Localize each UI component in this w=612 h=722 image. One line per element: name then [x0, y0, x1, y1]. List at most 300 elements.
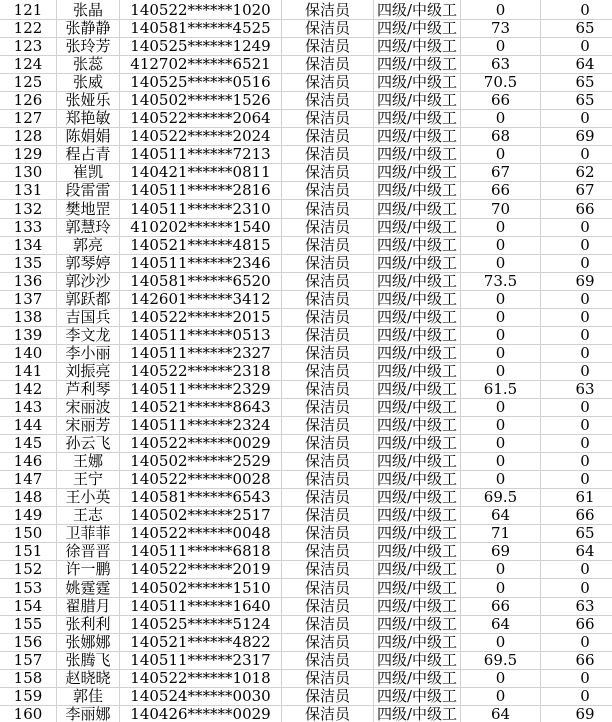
cell-row-number[interactable]: 157 — [0, 650, 57, 670]
cell-score-2[interactable]: 61 — [541, 487, 612, 507]
cell-name[interactable]: 王宁 — [57, 469, 120, 489]
cell-level[interactable]: 四级/中级工 — [374, 614, 461, 634]
cell-id-number[interactable]: 140421******0811 — [120, 162, 282, 182]
cell-score-1[interactable]: 0 — [461, 632, 541, 652]
cell-id-number[interactable]: 140511******1640 — [120, 596, 282, 616]
cell-score-1[interactable]: 73.5 — [461, 271, 541, 291]
cell-score-2[interactable]: 66 — [541, 199, 612, 219]
cell-row-number[interactable]: 131 — [0, 180, 57, 200]
cell-level[interactable]: 四级/中级工 — [374, 505, 461, 525]
cell-position[interactable]: 保洁员 — [282, 361, 374, 381]
cell-name[interactable]: 吉国兵 — [57, 307, 120, 327]
cell-row-number[interactable]: 137 — [0, 289, 57, 309]
cell-name[interactable]: 张娜娜 — [57, 632, 120, 652]
cell-row-number[interactable]: 142 — [0, 379, 57, 399]
cell-score-2[interactable]: 0 — [541, 253, 612, 273]
cell-level[interactable]: 四级/中级工 — [374, 596, 461, 616]
cell-score-1[interactable]: 64 — [461, 505, 541, 525]
cell-score-1[interactable]: 71 — [461, 523, 541, 543]
cell-id-number[interactable]: 140511******0513 — [120, 325, 282, 345]
cell-position[interactable]: 保洁员 — [282, 126, 374, 146]
cell-level[interactable]: 四级/中级工 — [374, 379, 461, 399]
cell-row-number[interactable]: 150 — [0, 523, 57, 543]
cell-row-number[interactable]: 156 — [0, 632, 57, 652]
cell-score-1[interactable]: 0 — [461, 253, 541, 273]
table-row — [0, 0, 612, 18]
cell-row-number[interactable]: 127 — [0, 108, 57, 128]
cell-position[interactable]: 保洁员 — [282, 162, 374, 182]
cell-position[interactable]: 保洁员 — [282, 668, 374, 688]
cell-row-number[interactable]: 138 — [0, 307, 57, 327]
cell-level[interactable]: 四级/中级工 — [374, 307, 461, 327]
cell-name[interactable]: 张娅乐 — [57, 90, 120, 110]
cell-position[interactable]: 保洁员 — [282, 614, 374, 634]
cell-row-number[interactable]: 159 — [0, 686, 57, 706]
cell-level[interactable]: 四级/中级工 — [374, 0, 461, 20]
cell-id-number[interactable]: 140502******1510 — [120, 578, 282, 598]
cell-position[interactable]: 保洁员 — [282, 415, 374, 435]
cell-name[interactable]: 张利利 — [57, 614, 120, 634]
cell-row-number[interactable]: 133 — [0, 217, 57, 237]
cell-score-2[interactable]: 0 — [541, 433, 612, 453]
table-row — [0, 505, 612, 523]
cell-row-number[interactable]: 124 — [0, 54, 57, 74]
cell-score-2[interactable]: 0 — [541, 668, 612, 688]
cell-score-1[interactable]: 0 — [461, 108, 541, 128]
cell-id-number[interactable]: 140511******2324 — [120, 415, 282, 435]
cell-row-number[interactable]: 132 — [0, 199, 57, 219]
table-row — [0, 632, 612, 650]
cell-score-2[interactable]: 0 — [541, 361, 612, 381]
cell-level[interactable]: 四级/中级工 — [374, 325, 461, 345]
cell-row-number[interactable]: 146 — [0, 451, 57, 471]
cell-name[interactable]: 翟腊月 — [57, 596, 120, 616]
cell-level[interactable]: 四级/中级工 — [374, 180, 461, 200]
cell-name[interactable]: 崔凯 — [57, 162, 120, 182]
cell-id-number[interactable]: 140521******4822 — [120, 632, 282, 652]
cell-row-number[interactable]: 129 — [0, 144, 57, 164]
cell-score-1[interactable]: 63 — [461, 54, 541, 74]
cell-score-2[interactable]: 0 — [541, 559, 612, 579]
cell-name[interactable]: 宋丽芳 — [57, 415, 120, 435]
cell-id-number[interactable]: 140511******6818 — [120, 541, 282, 561]
cell-position[interactable]: 保洁员 — [282, 686, 374, 706]
cell-row-number[interactable]: 126 — [0, 90, 57, 110]
cell-name[interactable]: 芦利琴 — [57, 379, 120, 399]
cell-position[interactable]: 保洁员 — [282, 704, 374, 722]
cell-level[interactable]: 四级/中级工 — [374, 108, 461, 128]
cell-score-2[interactable]: 0 — [541, 325, 612, 345]
cell-id-number[interactable]: 140525******0516 — [120, 72, 282, 92]
cell-score-1[interactable]: 0 — [461, 451, 541, 471]
cell-score-2[interactable]: 63 — [541, 379, 612, 399]
cell-row-number[interactable]: 134 — [0, 235, 57, 255]
cell-id-number[interactable]: 140522******2015 — [120, 307, 282, 327]
cell-score-2[interactable]: 63 — [541, 596, 612, 616]
cell-score-1[interactable]: 0 — [461, 144, 541, 164]
cell-score-2[interactable]: 65 — [541, 18, 612, 38]
cell-score-1[interactable]: 0 — [461, 433, 541, 453]
cell-name[interactable]: 许一鹏 — [57, 559, 120, 579]
cell-level[interactable]: 四级/中级工 — [374, 235, 461, 255]
cell-name[interactable]: 卫菲菲 — [57, 523, 120, 543]
cell-score-2[interactable]: 0 — [541, 415, 612, 435]
cell-id-number[interactable]: 140502******1526 — [120, 90, 282, 110]
cell-name[interactable]: 郭佳 — [57, 686, 120, 706]
cell-level[interactable]: 四级/中级工 — [374, 126, 461, 146]
cell-level[interactable]: 四级/中级工 — [374, 523, 461, 543]
cell-position[interactable]: 保洁员 — [282, 650, 374, 670]
cell-score-2[interactable]: 0 — [541, 0, 612, 20]
cell-level[interactable]: 四级/中级工 — [374, 469, 461, 489]
cell-score-2[interactable]: 0 — [541, 397, 612, 417]
cell-score-1[interactable]: 0 — [461, 415, 541, 435]
cell-level[interactable]: 四级/中级工 — [374, 451, 461, 471]
cell-score-1[interactable]: 73 — [461, 18, 541, 38]
cell-score-2[interactable]: 0 — [541, 451, 612, 471]
cell-name[interactable]: 李小丽 — [57, 343, 120, 363]
cell-level[interactable]: 四级/中级工 — [374, 541, 461, 561]
cell-position[interactable]: 保洁员 — [282, 505, 374, 525]
cell-row-number[interactable]: 125 — [0, 72, 57, 92]
cell-row-number[interactable]: 158 — [0, 668, 57, 688]
cell-id-number[interactable]: 140511******2816 — [120, 180, 282, 200]
cell-name[interactable]: 段雷雷 — [57, 180, 120, 200]
cell-level[interactable]: 四级/中级工 — [374, 217, 461, 237]
cell-position[interactable]: 保洁员 — [282, 541, 374, 561]
cell-score-1[interactable]: 0 — [461, 343, 541, 363]
cell-position[interactable]: 保洁员 — [282, 469, 374, 489]
cell-score-2[interactable]: 0 — [541, 307, 612, 327]
cell-position[interactable]: 保洁员 — [282, 54, 374, 74]
cell-level[interactable]: 四级/中级工 — [374, 559, 461, 579]
cell-position[interactable]: 保洁员 — [282, 253, 374, 273]
table-row — [0, 578, 612, 596]
cell-level[interactable]: 四级/中级工 — [374, 632, 461, 652]
cell-position[interactable]: 保洁员 — [282, 397, 374, 417]
cell-level[interactable]: 四级/中级工 — [374, 704, 461, 722]
cell-row-number[interactable]: 140 — [0, 343, 57, 363]
cell-id-number[interactable]: 140522******0028 — [120, 469, 282, 489]
cell-position[interactable]: 保洁员 — [282, 578, 374, 598]
cell-name[interactable]: 郭跃都 — [57, 289, 120, 309]
cell-position[interactable]: 保洁员 — [282, 433, 374, 453]
cell-position[interactable]: 保洁员 — [282, 307, 374, 327]
cell-id-number[interactable]: 140522******1020 — [120, 0, 282, 20]
cell-id-number[interactable]: 140522******2064 — [120, 108, 282, 128]
cell-position[interactable]: 保洁员 — [282, 325, 374, 345]
cell-score-1[interactable]: 70.5 — [461, 72, 541, 92]
cell-id-number[interactable]: 140525******1249 — [120, 36, 282, 56]
cell-score-1[interactable]: 0 — [461, 217, 541, 237]
cell-level[interactable]: 四级/中级工 — [374, 18, 461, 38]
cell-name[interactable]: 李文龙 — [57, 325, 120, 345]
cell-position[interactable]: 保洁员 — [282, 235, 374, 255]
cell-row-number[interactable]: 155 — [0, 614, 57, 634]
cell-name[interactable]: 陈娟娟 — [57, 126, 120, 146]
cell-row-number[interactable]: 154 — [0, 596, 57, 616]
cell-score-1[interactable]: 0 — [461, 361, 541, 381]
cell-row-number[interactable]: 121 — [0, 0, 57, 20]
cell-score-1[interactable]: 69.5 — [461, 650, 541, 670]
cell-score-2[interactable]: 0 — [541, 36, 612, 56]
cell-row-number[interactable]: 122 — [0, 18, 57, 38]
table-row — [0, 451, 612, 469]
cell-id-number[interactable]: 142601******3412 — [120, 289, 282, 309]
cell-level[interactable]: 四级/中级工 — [374, 72, 461, 92]
cell-id-number[interactable]: 140511******2327 — [120, 343, 282, 363]
table-row — [0, 596, 612, 614]
table-row — [0, 36, 612, 54]
cell-score-1[interactable]: 67 — [461, 162, 541, 182]
cell-id-number[interactable]: 140426******0029 — [120, 704, 282, 722]
cell-id-number[interactable]: 140524******0030 — [120, 686, 282, 706]
cell-level[interactable]: 四级/中级工 — [374, 289, 461, 309]
table-row — [0, 90, 612, 108]
cell-level[interactable]: 四级/中级工 — [374, 199, 461, 219]
cell-row-number[interactable]: 151 — [0, 541, 57, 561]
cell-score-1[interactable]: 0 — [461, 397, 541, 417]
cell-id-number[interactable]: 140522******0048 — [120, 523, 282, 543]
cell-level[interactable]: 四级/中级工 — [374, 253, 461, 273]
cell-score-1[interactable]: 0 — [461, 686, 541, 706]
cell-score-1[interactable]: 0 — [461, 289, 541, 309]
cell-score-2[interactable]: 69 — [541, 271, 612, 291]
cell-level[interactable]: 四级/中级工 — [374, 415, 461, 435]
cell-position[interactable]: 保洁员 — [282, 271, 374, 291]
cell-name[interactable]: 张玲芳 — [57, 36, 120, 56]
cell-level[interactable]: 四级/中级工 — [374, 144, 461, 164]
cell-score-2[interactable]: 65 — [541, 90, 612, 110]
cell-name[interactable]: 王志 — [57, 505, 120, 525]
cell-score-1[interactable]: 64 — [461, 614, 541, 634]
cell-row-number[interactable]: 135 — [0, 253, 57, 273]
cell-id-number[interactable]: 140511******2329 — [120, 379, 282, 399]
cell-name[interactable]: 张静静 — [57, 18, 120, 38]
cell-name[interactable]: 王娜 — [57, 451, 120, 471]
cell-score-1[interactable]: 70 — [461, 199, 541, 219]
cell-id-number[interactable]: 140511******7213 — [120, 144, 282, 164]
cell-name[interactable]: 孙云飞 — [57, 433, 120, 453]
cell-score-2[interactable]: 0 — [541, 289, 612, 309]
table-row — [0, 469, 612, 487]
cell-name[interactable]: 郑艳敏 — [57, 108, 120, 128]
cell-score-1[interactable]: 61.5 — [461, 379, 541, 399]
cell-row-number[interactable]: 136 — [0, 271, 57, 291]
cell-score-2[interactable]: 0 — [541, 235, 612, 255]
cell-id-number[interactable]: 140511******2346 — [120, 253, 282, 273]
cell-row-number[interactable]: 141 — [0, 361, 57, 381]
cell-name[interactable]: 郭慧玲 — [57, 217, 120, 237]
cell-level[interactable]: 四级/中级工 — [374, 686, 461, 706]
cell-score-2[interactable]: 62 — [541, 162, 612, 182]
cell-name[interactable]: 王小英 — [57, 487, 120, 507]
cell-id-number[interactable]: 140522******2318 — [120, 361, 282, 381]
cell-score-2[interactable]: 0 — [541, 108, 612, 128]
cell-name[interactable]: 姚霆霆 — [57, 578, 120, 598]
cell-level[interactable]: 四级/中级工 — [374, 54, 461, 74]
cell-position[interactable]: 保洁员 — [282, 559, 374, 579]
cell-name[interactable]: 刘振亮 — [57, 361, 120, 381]
cell-row-number[interactable]: 147 — [0, 469, 57, 489]
cell-position[interactable]: 保洁员 — [282, 523, 374, 543]
cell-score-1[interactable]: 0 — [461, 668, 541, 688]
cell-position[interactable]: 保洁员 — [282, 0, 374, 20]
cell-name[interactable]: 张威 — [57, 72, 120, 92]
cell-level[interactable]: 四级/中级工 — [374, 361, 461, 381]
cell-level[interactable]: 四级/中级工 — [374, 487, 461, 507]
table-row — [0, 289, 612, 307]
cell-position[interactable]: 保洁员 — [282, 36, 374, 56]
cell-score-1[interactable]: 0 — [461, 578, 541, 598]
cell-position[interactable]: 保洁员 — [282, 108, 374, 128]
cell-id-number[interactable]: 140521******8643 — [120, 397, 282, 417]
cell-name[interactable]: 郭琴婷 — [57, 253, 120, 273]
cell-id-number[interactable]: 140522******2019 — [120, 559, 282, 579]
cell-position[interactable]: 保洁员 — [282, 144, 374, 164]
table-row — [0, 415, 612, 433]
table-row — [0, 72, 612, 90]
cell-name[interactable]: 宋丽波 — [57, 397, 120, 417]
cell-name[interactable]: 张腾飞 — [57, 650, 120, 670]
table-row — [0, 379, 612, 397]
table-row — [0, 325, 612, 343]
cell-id-number[interactable]: 140581******6543 — [120, 487, 282, 507]
cell-score-1[interactable]: 66 — [461, 180, 541, 200]
cell-id-number[interactable]: 140581******6520 — [120, 271, 282, 291]
cell-id-number[interactable]: 140522******2024 — [120, 126, 282, 146]
cell-id-number[interactable]: 140502******2529 — [120, 451, 282, 471]
cell-id-number[interactable]: 140511******2310 — [120, 199, 282, 219]
cell-level[interactable]: 四级/中级工 — [374, 343, 461, 363]
cell-position[interactable]: 保洁员 — [282, 72, 374, 92]
cell-level[interactable]: 四级/中级工 — [374, 433, 461, 453]
table-row — [0, 523, 612, 541]
cell-score-1[interactable]: 66 — [461, 90, 541, 110]
cell-position[interactable]: 保洁员 — [282, 343, 374, 363]
cell-position[interactable]: 保洁员 — [282, 199, 374, 219]
cell-row-number[interactable]: 130 — [0, 162, 57, 182]
cell-level[interactable]: 四级/中级工 — [374, 668, 461, 688]
cell-position[interactable]: 保洁员 — [282, 379, 374, 399]
cell-row-number[interactable]: 153 — [0, 578, 57, 598]
cell-score-2[interactable]: 0 — [541, 144, 612, 164]
cell-score-1[interactable]: 0 — [461, 325, 541, 345]
cell-score-1[interactable]: 66 — [461, 596, 541, 616]
cell-score-2[interactable]: 0 — [541, 578, 612, 598]
cell-row-number[interactable]: 144 — [0, 415, 57, 435]
cell-name[interactable]: 张晶 — [57, 0, 120, 20]
cell-level[interactable]: 四级/中级工 — [374, 271, 461, 291]
cell-row-number[interactable]: 152 — [0, 559, 57, 579]
cell-score-2[interactable]: 0 — [541, 217, 612, 237]
cell-score-2[interactable]: 64 — [541, 541, 612, 561]
cell-score-1[interactable]: 0 — [461, 559, 541, 579]
cell-id-number[interactable]: 140502******2517 — [120, 505, 282, 525]
cell-score-2[interactable]: 65 — [541, 523, 612, 543]
cell-position[interactable]: 保洁员 — [282, 90, 374, 110]
cell-position[interactable]: 保洁员 — [282, 632, 374, 652]
table-row — [0, 397, 612, 415]
cell-name[interactable]: 张蕊 — [57, 54, 120, 74]
cell-position[interactable]: 保洁员 — [282, 180, 374, 200]
cell-score-1[interactable]: 69.5 — [461, 487, 541, 507]
cell-id-number[interactable]: 140521******4815 — [120, 235, 282, 255]
cell-score-2[interactable]: 0 — [541, 632, 612, 652]
cell-level[interactable]: 四级/中级工 — [374, 578, 461, 598]
cell-id-number[interactable]: 140581******4525 — [120, 18, 282, 38]
cell-position[interactable]: 保洁员 — [282, 217, 374, 237]
cell-name[interactable]: 樊地罡 — [57, 199, 120, 219]
cell-row-number[interactable]: 145 — [0, 433, 57, 453]
cell-level[interactable]: 四级/中级工 — [374, 162, 461, 182]
cell-score-1[interactable]: 0 — [461, 0, 541, 20]
cell-score-2[interactable]: 66 — [541, 505, 612, 525]
cell-score-2[interactable]: 67 — [541, 180, 612, 200]
cell-level[interactable]: 四级/中级工 — [374, 36, 461, 56]
cell-position[interactable]: 保洁员 — [282, 487, 374, 507]
cell-score-2[interactable]: 0 — [541, 343, 612, 363]
cell-position[interactable]: 保洁员 — [282, 289, 374, 309]
cell-score-1[interactable]: 68 — [461, 126, 541, 146]
cell-row-number[interactable]: 143 — [0, 397, 57, 417]
cell-row-number[interactable]: 123 — [0, 36, 57, 56]
cell-score-1[interactable]: 0 — [461, 307, 541, 327]
cell-row-number[interactable]: 149 — [0, 505, 57, 525]
cell-id-number[interactable]: 140522******1018 — [120, 668, 282, 688]
cell-score-2[interactable]: 65 — [541, 72, 612, 92]
cell-score-2[interactable]: 0 — [541, 686, 612, 706]
cell-score-2[interactable]: 69 — [541, 126, 612, 146]
cell-score-1[interactable]: 64 — [461, 704, 541, 722]
cell-score-2[interactable]: 66 — [541, 614, 612, 634]
cell-id-number[interactable]: 140511******2317 — [120, 650, 282, 670]
cell-name[interactable]: 程占青 — [57, 144, 120, 164]
table-row — [0, 668, 612, 686]
cell-id-number[interactable]: 412702******6521 — [120, 54, 282, 74]
cell-row-number[interactable]: 128 — [0, 126, 57, 146]
table-row — [0, 487, 612, 505]
cell-position[interactable]: 保洁员 — [282, 451, 374, 471]
cell-score-1[interactable]: 0 — [461, 235, 541, 255]
table-row — [0, 343, 612, 361]
cell-name[interactable]: 赵晓晓 — [57, 668, 120, 688]
cell-score-1[interactable]: 0 — [461, 469, 541, 489]
cell-name[interactable]: 郭沙沙 — [57, 271, 120, 291]
cell-score-2[interactable]: 64 — [541, 54, 612, 74]
cell-score-2[interactable]: 69 — [541, 704, 612, 722]
cell-name[interactable]: 徐晋晋 — [57, 541, 120, 561]
cell-name[interactable]: 郭亮 — [57, 235, 120, 255]
table-row — [0, 271, 612, 289]
cell-score-1[interactable]: 69 — [461, 541, 541, 561]
cell-id-number[interactable]: 140522******0029 — [120, 433, 282, 453]
cell-position[interactable]: 保洁员 — [282, 596, 374, 616]
cell-level[interactable]: 四级/中级工 — [374, 90, 461, 110]
cell-score-1[interactable]: 0 — [461, 36, 541, 56]
cell-id-number[interactable]: 140525******5124 — [120, 614, 282, 634]
cell-level[interactable]: 四级/中级工 — [374, 397, 461, 417]
cell-position[interactable]: 保洁员 — [282, 18, 374, 38]
cell-score-2[interactable]: 66 — [541, 650, 612, 670]
cell-row-number[interactable]: 148 — [0, 487, 57, 507]
cell-score-2[interactable]: 0 — [541, 469, 612, 489]
cell-row-number[interactable]: 139 — [0, 325, 57, 345]
cell-row-number[interactable]: 160 — [0, 704, 57, 722]
cell-id-number[interactable]: 410202******1540 — [120, 217, 282, 237]
cell-level[interactable]: 四级/中级工 — [374, 650, 461, 670]
cell-name[interactable]: 李丽娜 — [57, 704, 120, 722]
